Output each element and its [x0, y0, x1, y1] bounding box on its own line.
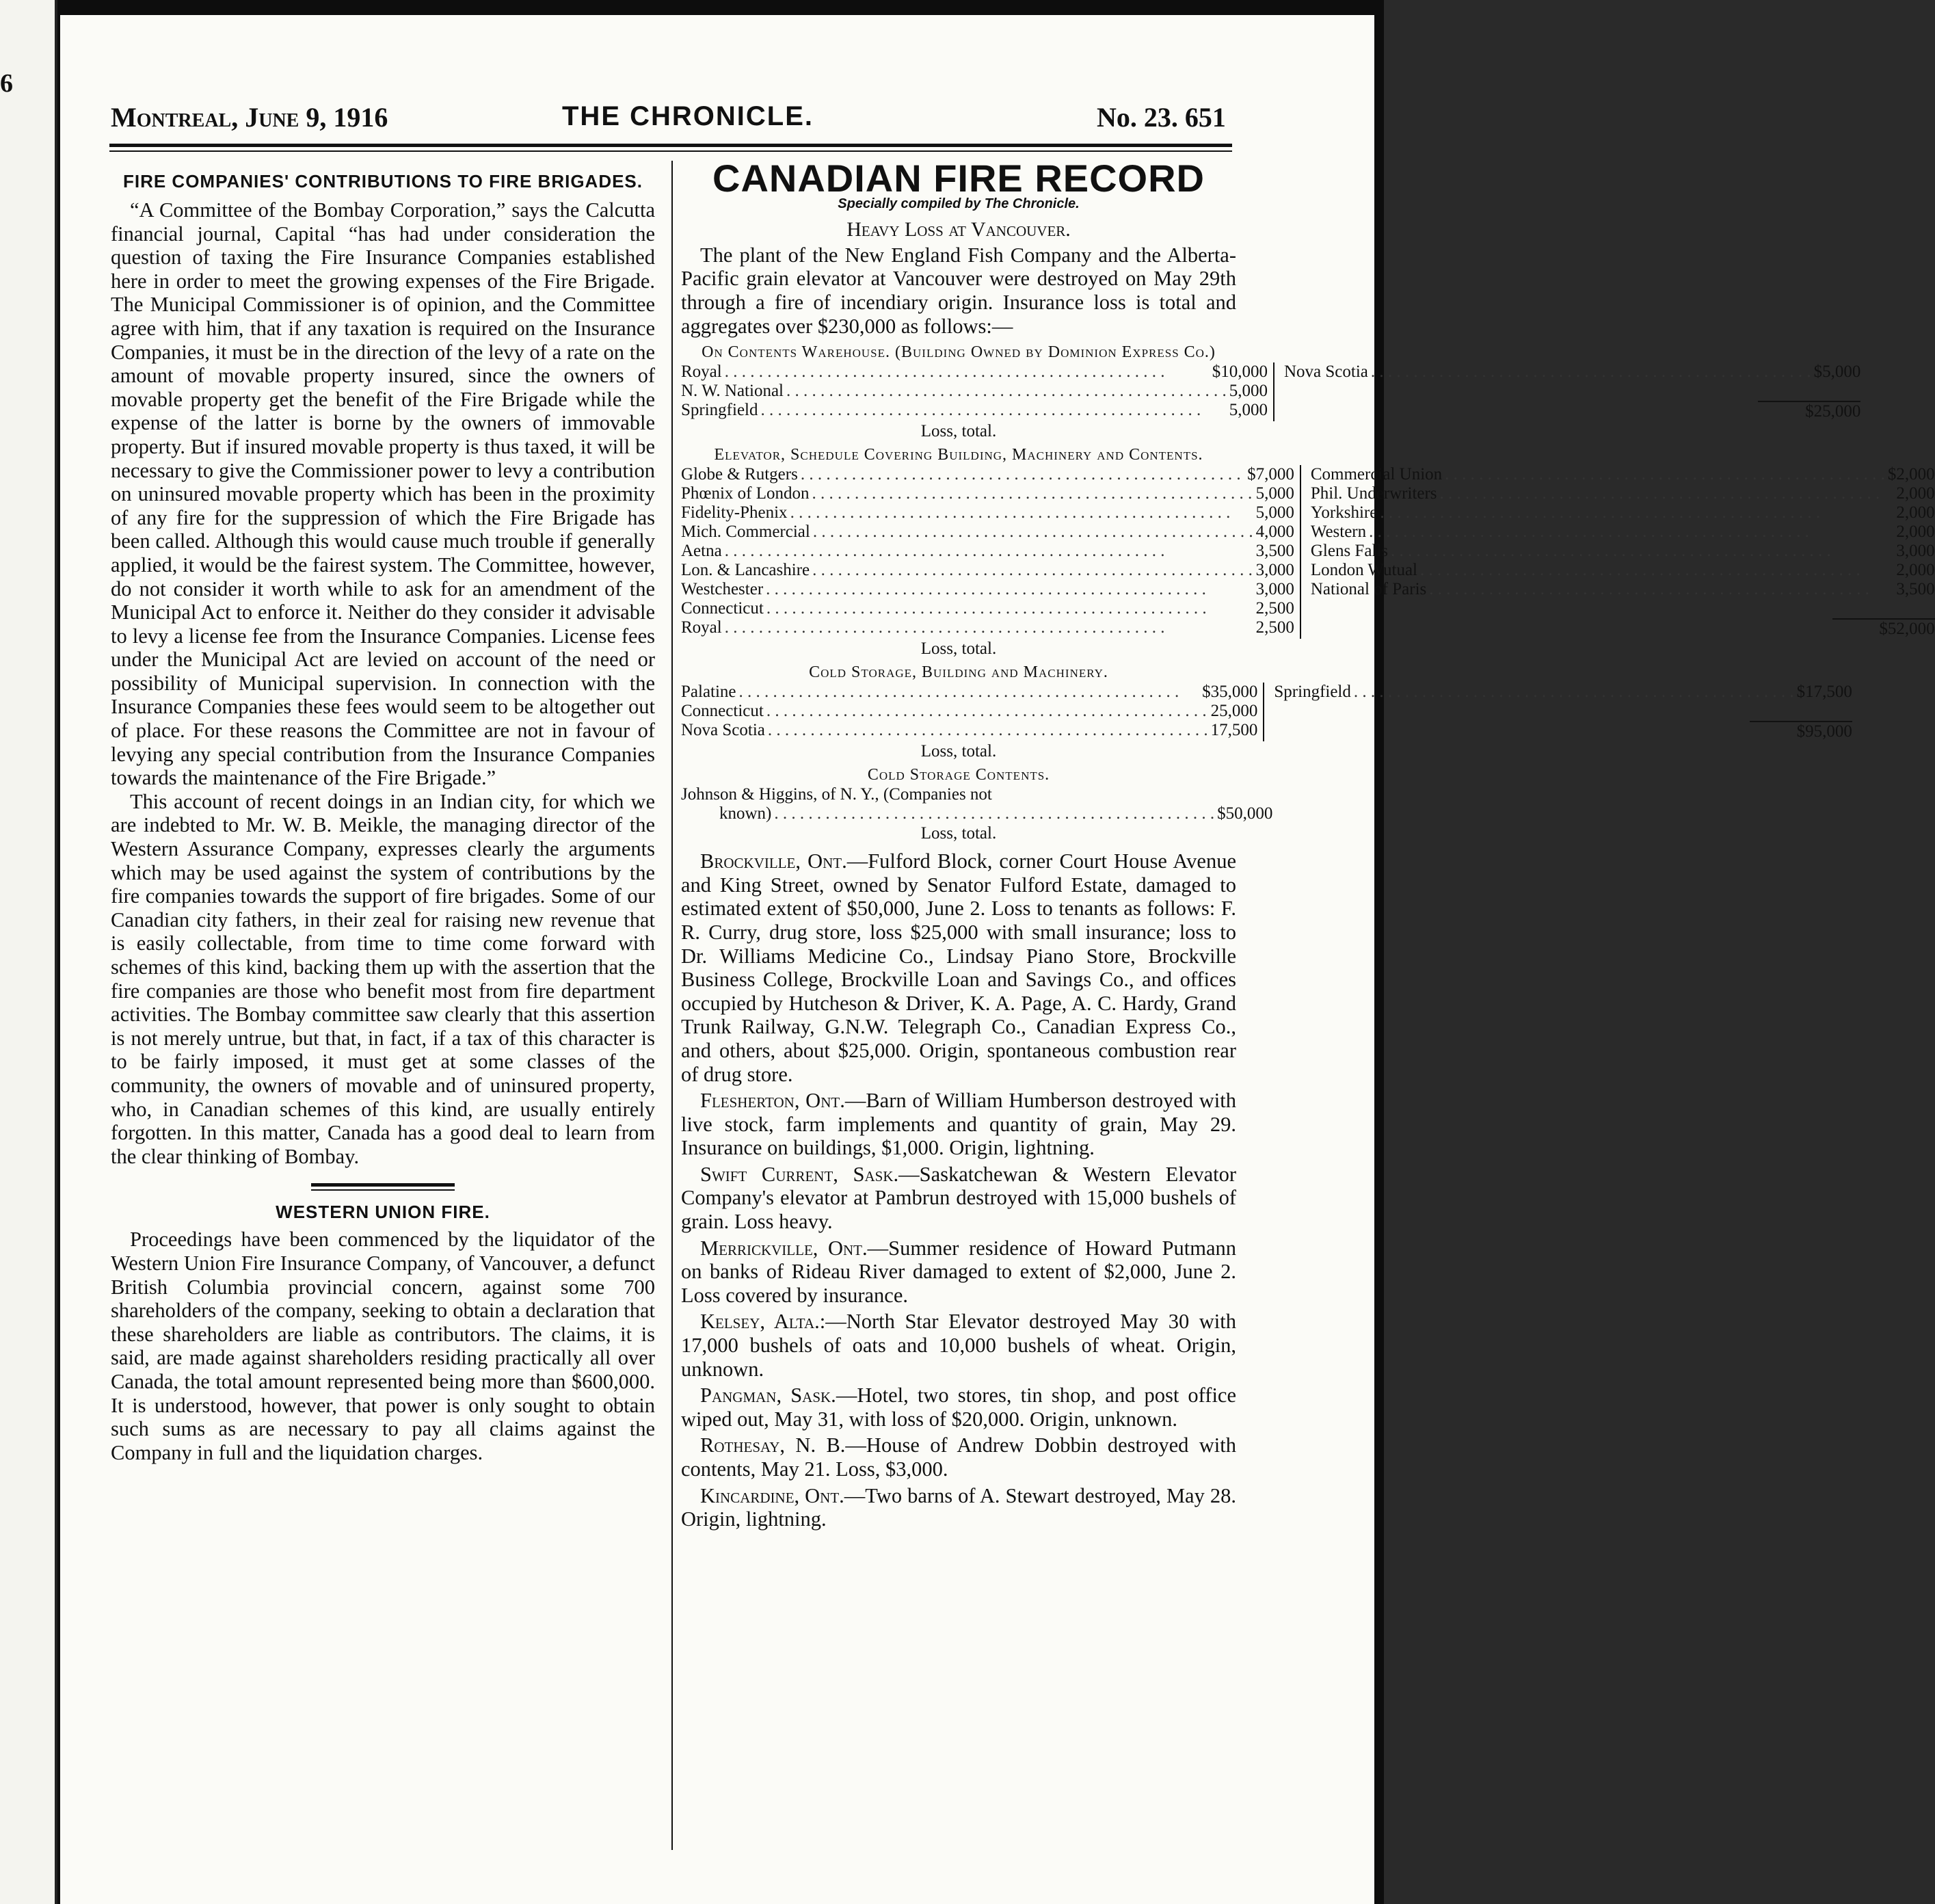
fire-item-place: Flesherton, Ont. [700, 1089, 845, 1113]
loss-note: Loss, total. [920, 824, 997, 843]
fire-record-subtitle: Specially compiled by The Chronicle. [838, 196, 1080, 211]
header-rule-thick [109, 144, 1232, 147]
header-issue-page: No. 23. 651 [1097, 102, 1226, 133]
fire-item [681, 1089, 1236, 1160]
loss-row: Phœnix of London . . . 5,000 [681, 484, 1294, 503]
fire-item-place: Swift Current, Sask. [700, 1162, 899, 1186]
loss-row: Connecticut . . . 2,500 [681, 599, 1294, 618]
fire-item [681, 1163, 1236, 1234]
loss-row: Lon. & Lancashire . . . 3,000 [681, 561, 1294, 580]
fire-item-text: —Summer residence of Howard Putmann on banks of Rideau River damaged to extent of $2,000, June 2. Loss covered by insurance. [681, 1236, 1236, 1307]
loss-total: $25,000 [1758, 401, 1860, 421]
loss-table-cold-storage [681, 683, 1852, 741]
article-title-contributions: FIRE COMPANIES' CONTRIBUTIONS TO FIRE BRIGADES. [122, 171, 643, 191]
fire-item-text: :—North Star Elevator destroyed May 30 with 17,000 bushels of oats and 10,000 bushels of wheat. Origin, unknown. [681, 1310, 1236, 1381]
fire-item-place: Brockville, Ont. [700, 849, 847, 873]
loss-note: Loss, total. [920, 742, 997, 761]
fire-item-text: —Fulford Block, corner Court House Avenue and King Street, owned by Senator Fulford Estate, damaged to estimated extent of $50,000, June 2. Loss to tenants as follows: F. R. Curry, drug store, loss $25,000 with small insurance; loss to Dr. Williams Medicine Co., Lindsay Piano Store, Brockville Business College, Brockville Loan and Savings Co., and offices occupied by Hutcheson & Driver, K. A. Page, A. C. Hardy, Grand Trunk Railway, G.N.W. Telegraph Co., Canadian Express Co., and others, about $25,000. Origin, spontaneous combustion rear of drug store. [681, 849, 1236, 1086]
loss-row: Glens Falls . . . 3,000 [1311, 542, 1935, 561]
fire-item [681, 1310, 1236, 1381]
loss-row: Springfield . . . 5,000 [681, 401, 1268, 420]
fire-item [681, 1237, 1236, 1308]
header-rule-thin [109, 150, 1232, 152]
loss-row: N. W. National . . . 5,000 [681, 382, 1268, 401]
loss-row: London Wutual . . . 2,000 [1311, 561, 1935, 580]
margin-page-number: 6 [0, 69, 13, 98]
fire-item-text: —House of Andrew Dobbin destroyed with contents, May 21. Loss, $3,000. [681, 1433, 1236, 1481]
section-heading: Cold Storage, Building and Machinery. [809, 663, 1108, 682]
article-paragraph: “A Committee of the Bombay Corporation,” says the Calcutta financial journal, Capital “has had under consideration the question of taxing the Fire Insurance Companies established here in order to meet the growing expenses of the Fire Brigade. The Municipal Commissioner is of opinion, and the Committee agree with him, that if any taxation is required on the Insurance Companies, it must be in the direction of the levy of a rate on the amount of movable property insured, since the owners of movable property get the benefit of the Fire Brigade while the expense of the latter is borne by the owners of immovable property. But if insured movable property is thus taxed, it will be necessary to give the Commissioner power to levy a contribution on uninsured movable property which has been in the proximity of any fire for the suppression of which the Fire Brigade has been called. Although this would cause much trouble if generally applied, it would be the fairest system. The Committee, however, do not consider it worth while to ask for an amendment of the Municipal Act to enforce it. Neither do they consider it advisable to levy a license fee from the Insurance Companies. License fees under the Municipal Act are levied on account of the need or possibility of Municipal supervision. In connection with the Insurance Companies these fees would seem to be altogether out of place. For these reasons the Committee are not in favour of levying any special contribution from the Insurance Companies towards the maintenance of the Fire Brigade.” [111, 198, 655, 790]
loss-row: Royal . . . $10,000 [681, 362, 1268, 382]
loss-row: Aetna . . . 3,500 [681, 542, 1294, 561]
loss-row: Nova Scotia . . . 17,500 [681, 721, 1257, 740]
loss-total: $95,000 [1750, 721, 1852, 741]
fire-item [681, 1384, 1236, 1431]
loss-row: National of Paris . . . 3,500 [1311, 580, 1935, 599]
header-masthead: THE CHRONICLE. [562, 101, 814, 131]
loss-row: Fidelity-Phenix . . . 5,000 [681, 503, 1294, 523]
loss-row: known) . . . $50,000 [681, 804, 1236, 823]
loss-row: Globe & Rutgers . . . $7,000 [681, 465, 1294, 484]
fire-item-place: Rothesay, N. B. [700, 1433, 846, 1457]
cold-storage-contents-line: Johnson & Higgins, of N. Y., (Companies not [681, 785, 992, 804]
loss-total: $52,000 [1832, 618, 1935, 639]
fire-item-place: Merrickville, Ont. [700, 1236, 868, 1260]
article-paragraph: This account of recent doings in an Indian city, for which we are indebted to Mr. W. B. Meikle, the managing director of the Western Assurance Company, expresses clearly the arguments which may be used against the system of contributions by the fire companies towards the support of fire brigades. Some of our Canadian city fathers, in their zeal for raising new revenue that is easily collectable, from time to time come forward with schemes of this kind, backing them up with the assertion that the fire companies are those who benefit most from fire department activities. The Bombay committee saw clearly that this assertion is not merely untrue, but that, in fact, if a tax of this character is to be fairly imposed, it must get at some classes of the community, the owners of movable and of uninsured property, who, in Canadian schemes of this kind, are usually entirely forgotten. In this matter, Canada has a good deal to learn from the clear thinking of Bombay. [111, 789, 655, 1168]
loss-note: Loss, total. [920, 422, 997, 441]
fire-item-text: —Barn of William Humberson destroyed with live stock, farm implements and quantity of grain, May 29. Insurance on buildings, $1,000. Origin, lightning. [681, 1089, 1236, 1160]
loss-note: Loss, total. [920, 639, 997, 659]
fire-item-text: —Saskatchewan & Western Elevator Company's elevator at Pambrun destroyed with 15,000 bushels of grain. Loss heavy. [681, 1162, 1236, 1234]
loss-table-warehouse [681, 362, 1861, 421]
fire-item [681, 1433, 1236, 1481]
lead-heading: Heavy Loss at Vancouver. [846, 218, 1071, 241]
fire-item-text: —Two barns of A. Stewart destroyed, May 28. Origin, lightning. [681, 1483, 1236, 1531]
section-heading: Elevator, Schedule Covering Building, Machinery and Contents. [714, 446, 1203, 464]
loss-row: Commercial Union . . . $2,000 [1311, 465, 1935, 484]
loss-row: Springfield . . . $17,500 [1274, 683, 1852, 702]
header-dateline: Montreal, June 9, 1916 [111, 102, 388, 133]
article-title-western-union: WESTERN UNION FIRE. [276, 1202, 490, 1223]
loss-row: Royal . . . 2,500 [681, 618, 1294, 637]
loss-row: Mich. Commercial . . . 4,000 [681, 523, 1294, 542]
loss-row: Western . . . 2,000 [1311, 523, 1935, 542]
loss-row: Westchester . . . 3,000 [681, 580, 1294, 599]
loss-row: Nova Scotia . . . $5,000 [1284, 362, 1860, 382]
loss-table-elevator [681, 465, 1935, 639]
section-heading: On Contents Warehouse. (Building Owned by Dominion Express Co.) [702, 343, 1216, 362]
article-separator-rule [311, 1183, 455, 1191]
fire-item-place: Pangman, Sask. [700, 1384, 836, 1407]
fire-record-title: CANADIAN FIRE RECORD [712, 157, 1205, 200]
lead-paragraph: The plant of the New England Fish Company and the Alberta-Pacific grain elevator at Vancouver were destroyed on May 29th through a fire of incendiary origin. Insurance loss is total and aggregates over $230,000 as follows:— [681, 243, 1236, 338]
fire-item-place: Kincardine, Ont. [700, 1483, 844, 1507]
loss-row: Phil. Underwriters . . . 2,000 [1311, 484, 1935, 503]
section-heading: Cold Storage Contents. [867, 766, 1050, 784]
fire-item [681, 1484, 1236, 1531]
right-column [681, 157, 1935, 1534]
left-column [111, 171, 655, 1464]
fire-item-text: —Hotel, two stores, tin shop, and post office wiped out, May 31, with loss of $20,000. Origin, unknown. [681, 1384, 1236, 1431]
fire-item [681, 849, 1236, 1086]
column-divider [671, 161, 673, 1850]
loss-row: Yorkshire . . . 2,000 [1311, 503, 1935, 523]
loss-row: Palatine . . . $35,000 [681, 683, 1257, 702]
adjacent-page-edge [0, 0, 57, 1904]
fire-item-place: Kelsey, Alta. [700, 1310, 820, 1334]
loss-row: Connecticut . . . 25,000 [681, 702, 1257, 721]
article-paragraph: Proceedings have been commenced by the liquidator of the Western Union Fire Insurance Company, of Vancouver, a defunct British Columbia provincial concern, against some 700 shareholders of the company, seeking to obtain a declaration that these shareholders are liable as contributors. The claims, it is said, are made against shareholders residing practically all over Canada, the total amount represented being more than $600,000. It is understood, however, that power is only sought to obtain such sums as are necessary to pay all claims against the Company in full and the liquidation charges. [111, 1228, 655, 1464]
fire-items-list [681, 849, 1236, 1531]
